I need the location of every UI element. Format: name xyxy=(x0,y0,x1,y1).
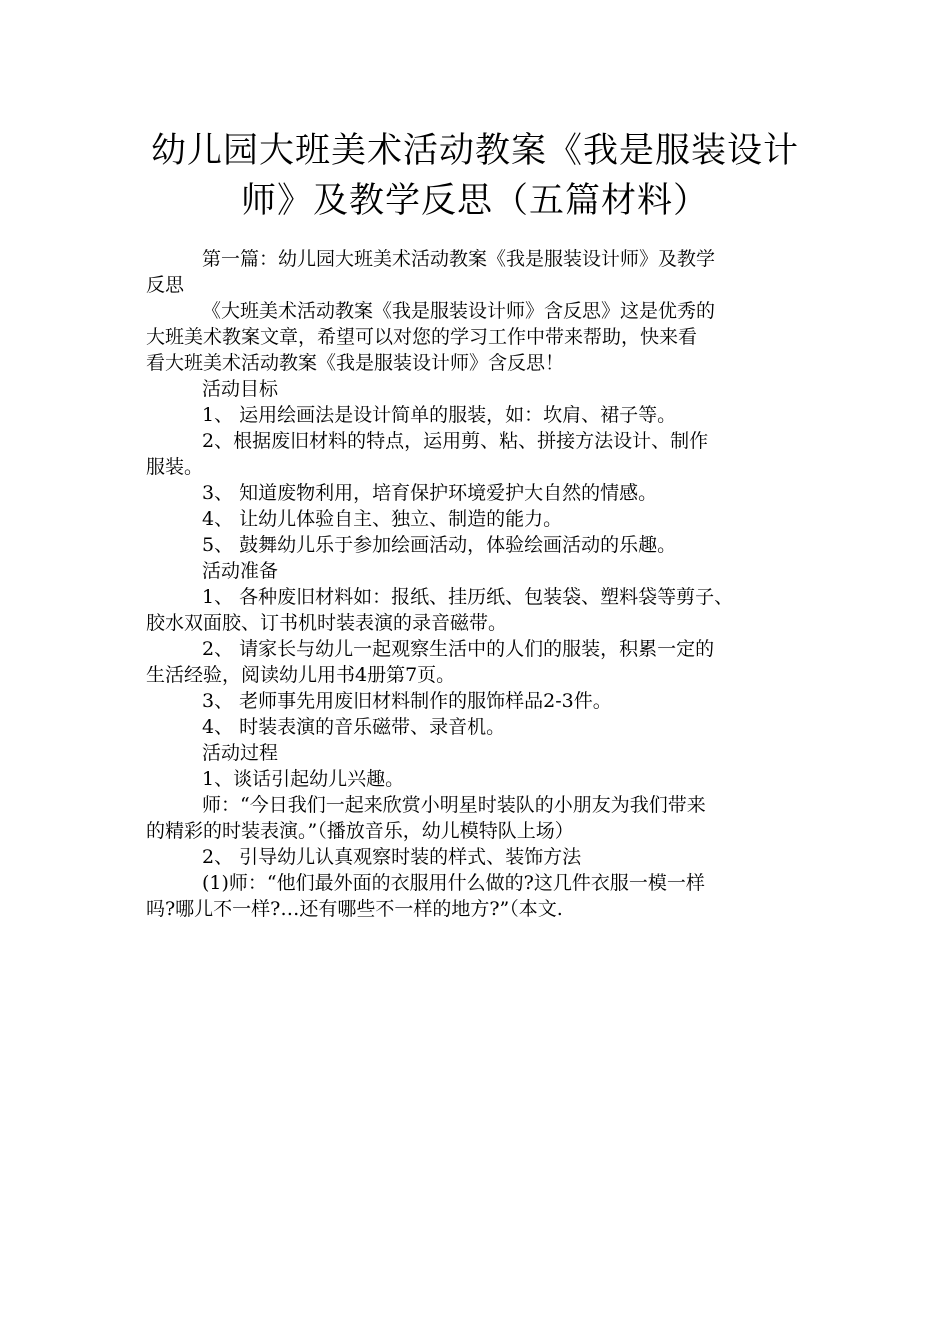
document-title xyxy=(120,126,830,226)
text-line: 1、谈话引起幼儿兴趣。 xyxy=(202,768,405,790)
text-line: 《大班美术活动教案《我是服装设计师》含反思》这是优秀的 xyxy=(202,300,716,322)
text-line: 活动过程 xyxy=(202,742,279,764)
text-line: 活动准备 xyxy=(202,560,279,582)
text-line: 5、 鼓舞幼儿乐于参加绘画活动，体验绘画活动的乐趣。 xyxy=(202,534,677,556)
text-line: 1、 各种废旧材料如：报纸、挂历纸、包装袋、塑料袋等剪子、 xyxy=(202,586,734,608)
text-line: 生活经验，阅读幼儿用书4册第7页。 xyxy=(146,664,456,686)
text-line: 的精彩的时装表演。”（播放音乐，幼儿模特队上场） xyxy=(146,820,574,842)
text-line: 活动目标 xyxy=(202,378,279,400)
text-line: 4、 让幼儿体验自主、独立、制造的能力。 xyxy=(202,508,563,530)
text-line: 2、 请家长与幼儿一起观察生活中的人们的服装，积累一定的 xyxy=(202,638,715,660)
text-line: 2、根据废旧材料的特点，运用剪、粘、拼接方法设计、制作 xyxy=(202,430,709,452)
text-line: 看大班美术活动教案《我是服装设计师》含反思！ xyxy=(146,352,565,374)
text-line: 2、 引导幼儿认真观察时装的样式、装饰方法 xyxy=(202,846,582,868)
text-line: 第一篇：幼儿园大班美术活动教案《我是服装设计师》及教学 xyxy=(202,248,716,270)
text-line: 师：“今日我们一起来欣赏小明星时装队的小朋友为我们带来 xyxy=(202,794,706,816)
text-line: 4、 时装表演的音乐磁带、录音机。 xyxy=(202,716,506,738)
text-line: (1)师：“他们最外面的衣服用什么做的?这几件衣服一模一样 xyxy=(202,872,705,894)
title-line-1: 幼儿园大班美术活动教案《我是服装设计 xyxy=(150,131,799,171)
text-line: 反思 xyxy=(146,274,185,296)
text-line: 3、 老师事先用废旧材料制作的服饰样品2-3件。 xyxy=(202,690,612,712)
text-line: 大班美术教案文章，希望可以对您的学习工作中带来帮助，快来看 xyxy=(146,326,698,348)
document-body xyxy=(146,246,826,922)
text-line: 服装。 xyxy=(146,456,204,478)
text-line: 3、 知道废物利用，培育保护环境爱护大自然的情感。 xyxy=(202,482,658,504)
title-line-2: 师》及教学反思（五篇材料） xyxy=(240,181,709,221)
text-line: 1、 运用绘画法是设计简单的服装，如：坎肩、裙子等。 xyxy=(202,404,677,426)
text-line: 吗?哪儿不一样?…还有哪些不一样的地方?”（本文. xyxy=(146,898,563,920)
text-line: 胶水双面胶、订书机时装表演的录音磁带。 xyxy=(146,612,508,634)
